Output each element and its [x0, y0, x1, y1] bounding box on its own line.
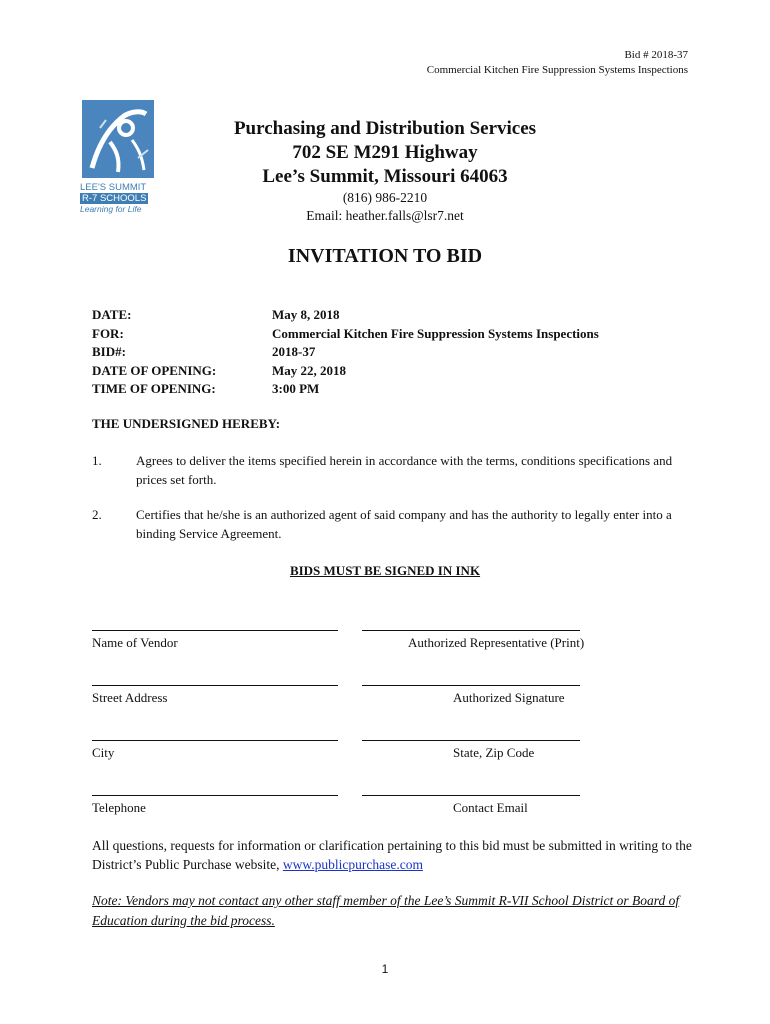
logo-tagline: Learning for Life — [80, 204, 142, 214]
contact-email-line[interactable] — [362, 795, 580, 796]
info-value-date: May 8, 2018 — [272, 307, 340, 322]
representative-print-label: Authorized Representative (Print) — [408, 635, 585, 650]
public-purchase-link[interactable]: www.publicpurchase.com — [282, 857, 423, 872]
info-value-opening-time: 3:00 PM — [272, 381, 320, 396]
authorized-signature-label: Authorized Signature — [453, 690, 565, 705]
org-name: Purchasing and Distribution Services — [233, 118, 537, 139]
contact-email-label: Contact Email — [453, 800, 528, 815]
info-label-opening-time: TIME OF OPENING: — [92, 381, 216, 396]
info-value-for: Commercial Kitchen Fire Suppression Systems Inspections — [272, 325, 599, 341]
org-block — [0, 117, 770, 225]
representative-print-line[interactable] — [362, 630, 580, 631]
info-label-date: DATE: — [92, 307, 132, 322]
logo-line1: LEE'S SUMMIT — [80, 182, 147, 193]
item-1-text: Agrees to deliver the items specified herein in accordance with the terms, conditions specifications and prices set forth. — [136, 453, 673, 487]
bid-subject: Commercial Kitchen Fire Suppression Systems Inspections — [426, 64, 688, 76]
info-value-opening-date: May 22, 2018 — [272, 362, 347, 378]
street-address-label: Street Address — [92, 690, 168, 705]
state-zip-line[interactable] — [362, 740, 580, 741]
logo-line2: R-7 SCHOOLS — [82, 193, 147, 204]
city-label: City — [92, 745, 115, 760]
info-label-opening-date: DATE OF OPENING: — [92, 362, 217, 378]
street-address-line[interactable] — [92, 685, 338, 686]
questions-text: All questions, requests for information or clarification pertaining to this bid must be submitted in writing to the District’s Public Purchase website, — [92, 838, 692, 872]
info-labels — [92, 306, 216, 399]
item-1-number: 1. — [92, 453, 102, 468]
item-2-text: Certifies that he/she is an authorized agent of said company and has the authority to legally enter into a binding Service Agreement. — [136, 507, 672, 541]
city-line[interactable] — [92, 740, 338, 741]
telephone-label: Telephone — [92, 800, 146, 815]
authorized-signature-line[interactable] — [362, 685, 580, 686]
info-label-for: FOR: — [92, 325, 124, 341]
info-value-bid: 2018-37 — [272, 344, 316, 359]
org-city: Lee’s Summit, Missouri 64063 — [262, 166, 508, 187]
item-2-number: 2. — [92, 507, 102, 522]
vendor-name-label: Name of Vendor — [92, 635, 178, 650]
info-values — [272, 306, 599, 399]
info-label-bid: BID#: — [92, 344, 126, 359]
vendor-contact-note: Note: Vendors may not contact any other staff member of the Lee’s Summit R-VII School District or Board of Education during the bid process. — [92, 893, 680, 928]
org-street: 702 SE M291 Highway — [292, 142, 478, 163]
document-header — [427, 48, 688, 78]
state-zip-label: State, Zip Code — [453, 745, 535, 760]
page-number: 1 — [381, 962, 389, 976]
vendor-name-line[interactable] — [92, 630, 338, 631]
org-email: Email: heather.falls@lsr7.net — [306, 208, 464, 223]
undersigned-heading: THE UNDERSIGNED HEREBY: — [92, 416, 281, 431]
questions-paragraph — [92, 836, 692, 874]
org-phone: (816) 986-2210 — [342, 190, 428, 205]
bid-reference: Bid # 2018-37 — [624, 49, 688, 61]
sign-in-ink-notice: BIDS MUST BE SIGNED IN INK — [289, 563, 481, 578]
document-title: INVITATION TO BID — [287, 245, 483, 267]
telephone-line[interactable] — [92, 795, 338, 796]
